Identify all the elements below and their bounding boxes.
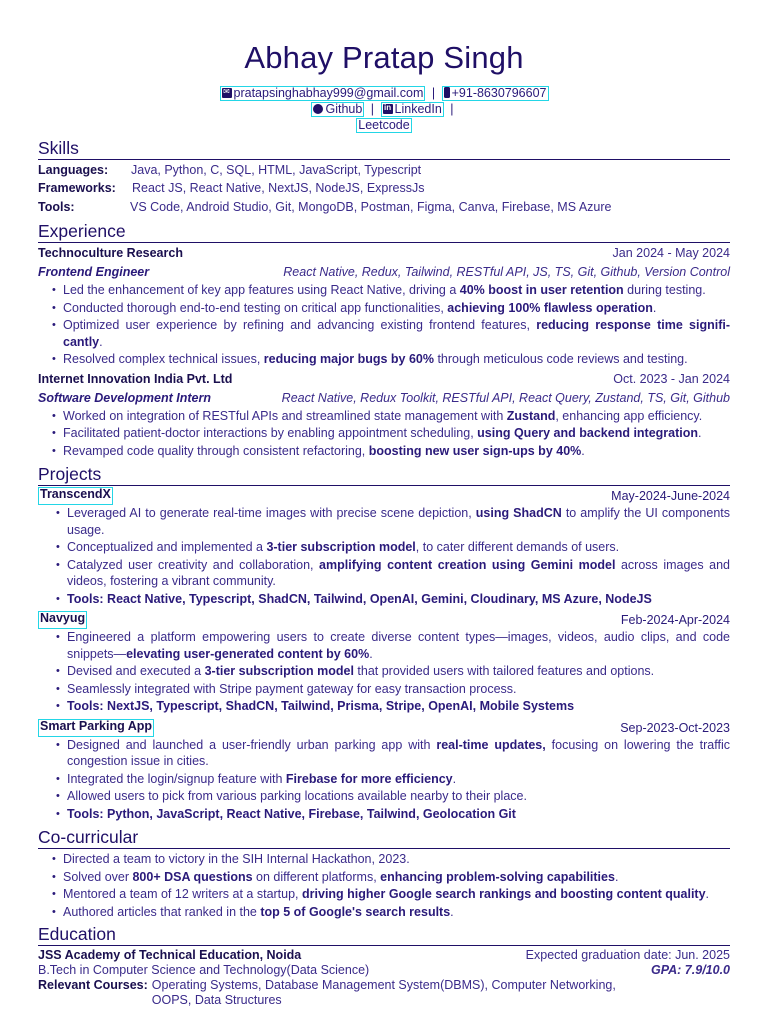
list-item: • Mentored a team of 12 writers at a startup, driving higher Google search rankings and boosting content quality. [52, 886, 730, 903]
job-stack: React Native, Redux Toolkit, RESTful API, React Query, Zustand, TS, Git, Github [281, 390, 730, 405]
email-text: pratapsinghabhay999@gmail.com [233, 85, 424, 100]
list-item: • Directed a team to victory in the SIH Internal Hackathon, 2023. [52, 851, 730, 868]
courses-label: Relevant Courses: [38, 978, 148, 993]
project-name-link[interactable]: Smart Parking App [38, 719, 154, 737]
separator: | [450, 101, 454, 116]
project-entry [38, 487, 730, 607]
job-subheader [38, 389, 730, 408]
education-row-1 [38, 948, 730, 963]
list-item: • Tools: NextJS, Typescript, ShadCN, Tailwind, Prisma, Stripe, OpenAI, Mobile Systems [56, 698, 730, 715]
education-entry [38, 948, 730, 1008]
project-dates: Sep-2023-Oct-2023 [620, 720, 730, 735]
project-header [38, 487, 730, 505]
job-subheader [38, 263, 730, 282]
project-bullets [56, 629, 730, 715]
education-heading: Education [38, 924, 730, 946]
project-entry [38, 719, 730, 823]
skill-row-tools [38, 198, 730, 217]
list-item: • Led the enhancement of key app features using React Native, driving a 40% boost in user retention during testing. [52, 282, 730, 299]
skill-row-languages [38, 161, 730, 180]
job-dates: Oct. 2023 - Jan 2024 [613, 371, 730, 386]
phone-link[interactable] [442, 86, 549, 101]
list-item: • Revamped code quality through consistent refactoring, boosting new user sign-ups by 40%. [52, 443, 730, 460]
project-header [38, 611, 730, 629]
job-header [38, 244, 730, 263]
project-header [38, 719, 730, 737]
contact-line-1 [38, 85, 730, 101]
job-company: Technoculture Research [38, 246, 183, 261]
project-dates: May-2024-June-2024 [611, 489, 730, 504]
skill-key: Languages: [38, 162, 109, 177]
list-item: • Tools: React Native, Typescript, ShadCN, Tailwind, OpenAI, Gemini, Cloudinary, MS Azure, NodeJS [56, 591, 730, 608]
skill-row-frameworks [38, 179, 730, 198]
list-item: • Authored articles that ranked in the top 5 of Google's search results. [52, 904, 730, 921]
skill-value: React JS, React Native, NextJS, NodeJS, ExpressJs [132, 181, 425, 196]
email-link[interactable] [220, 86, 426, 101]
phone-text: +91-8630796607 [451, 85, 547, 100]
job-dates: Jan 2024 - May 2024 [612, 246, 730, 261]
github-link[interactable] [311, 102, 364, 117]
skill-value: Java, Python, C, SQL, HTML, JavaScript, Typescript [131, 162, 422, 177]
project-entry [38, 611, 730, 715]
education-row-2 [38, 963, 730, 978]
list-item: • Worked on integration of RESTful APIs and streamlined state management with Zustand, enhancing app efficiency. [52, 408, 730, 425]
linkedin-text: LinkedIn [394, 101, 442, 116]
project-bullets [56, 505, 730, 607]
list-item: • Resolved complex technical issues, reducing major bugs by 60% through meticulous code reviews and testing. [52, 351, 730, 368]
projects-heading: Projects [38, 464, 730, 486]
linkedin-icon: in [383, 102, 392, 112]
graduation-date: Expected graduation date: Jun. 2025 [525, 948, 730, 963]
project-name-link[interactable]: TranscendX [38, 487, 113, 505]
list-item: • Devised and executed a 3-tier subscription model that provided users with tailored features and options. [56, 663, 730, 680]
courses-list: Operating Systems, Database Management System(DBMS), Computer Networking, OOPS, Data Structures [151, 978, 616, 1008]
gpa: GPA: 7.9/10.0 [651, 963, 730, 978]
leetcode-text: Leetcode [358, 117, 410, 132]
linkedin-link[interactable] [381, 102, 444, 117]
job-entry [38, 244, 730, 368]
job-bullets [52, 282, 730, 368]
list-item: • Allowed users to pick from various parking locations available nearby to their place. [56, 788, 730, 805]
list-item: • Integrated the login/signup feature with Firebase for more efficiency. [56, 771, 730, 788]
list-item: • Conducted thorough end-to-end testing on critical app functionalities, achieving 100% flawless operation. [52, 300, 730, 317]
job-bullets [52, 408, 730, 460]
list-item: • Tools: Python, JavaScript, React Native, Firebase, Tailwind, Geolocation Git [56, 806, 730, 823]
list-item: • Catalyzed user creativity and collaboration, amplifying content creation using Gemini model across images and videos, fostering a vibrant community. [56, 557, 730, 590]
list-item: • Seamlessly integrated with Stripe payment gateway for easy transaction process. [56, 681, 730, 698]
skills-list [38, 161, 730, 217]
skill-value: VS Code, Android Studio, Git, MongoDB, Postman, Figma, Canva, Firebase, MS Azure [130, 199, 612, 214]
list-item: • Designed and launched a user-friendly urban parking app with real-time updates, focusing on lowering the traffic congestion issue in cities. [56, 737, 730, 770]
github-icon [313, 104, 323, 114]
list-item: • Engineered a platform empowering users to create diverse content types—images, videos, audio clips, and code snippets—elevating user-generated content by 60%. [56, 629, 730, 662]
experience-heading: Experience [38, 221, 730, 243]
job-role: Software Development Intern [38, 390, 211, 405]
skill-key: Frameworks: [38, 181, 116, 196]
job-stack: React Native, Redux, Tailwind, RESTful API, JS, TS, Git, Github, Version Control [283, 265, 730, 280]
github-text: Github [325, 101, 363, 116]
degree-name: B.Tech in Computer Science and Technology(Data Science) [38, 963, 370, 978]
job-company: Internet Innovation India Pvt. Ltd [38, 371, 233, 386]
relevant-courses [38, 978, 730, 1008]
resume-page [38, 38, 730, 1008]
list-item: • Optimized user experience by refining and advancing existing frontend features, reducing response time signifi-cantly. [52, 317, 730, 350]
phone-icon [444, 87, 450, 98]
envelope-icon: ✉ [223, 86, 230, 96]
list-item: • Solved over 800+ DSA questions on different platforms, enhancing problem-solving capabilities. [52, 869, 730, 886]
contact-line-2 [38, 101, 730, 117]
skill-key: Tools: [38, 199, 75, 214]
institution-name: JSS Academy of Technical Education, Noida [38, 948, 302, 963]
cocurricular-heading: Co-curricular [38, 827, 730, 849]
project-bullets [56, 737, 730, 823]
cocurricular-bullets [52, 851, 730, 920]
contact-line-3 [38, 117, 730, 133]
list-item: • Facilitated patient-doctor interactions by enabling appointment scheduling, using Query and backend integration. [52, 425, 730, 442]
project-name-link[interactable]: Navyug [38, 611, 87, 629]
list-item: • Leveraged AI to generate real-time images with precise scene depiction, using ShadCN to amplify the UI components usage. [56, 505, 730, 538]
job-header [38, 370, 730, 389]
leetcode-link[interactable] [356, 118, 411, 133]
separator: | [370, 101, 375, 116]
candidate-name: Abhay Pratap Singh [244, 40, 524, 75]
job-entry [38, 370, 730, 460]
skills-heading: Skills [38, 138, 730, 160]
list-item: • Conceptualized and implemented a 3-tier subscription model, to cater different demands of users. [56, 539, 730, 556]
project-dates: Feb-2024-Apr-2024 [620, 613, 730, 628]
separator: | [431, 85, 436, 100]
job-role: Frontend Engineer [38, 265, 150, 280]
